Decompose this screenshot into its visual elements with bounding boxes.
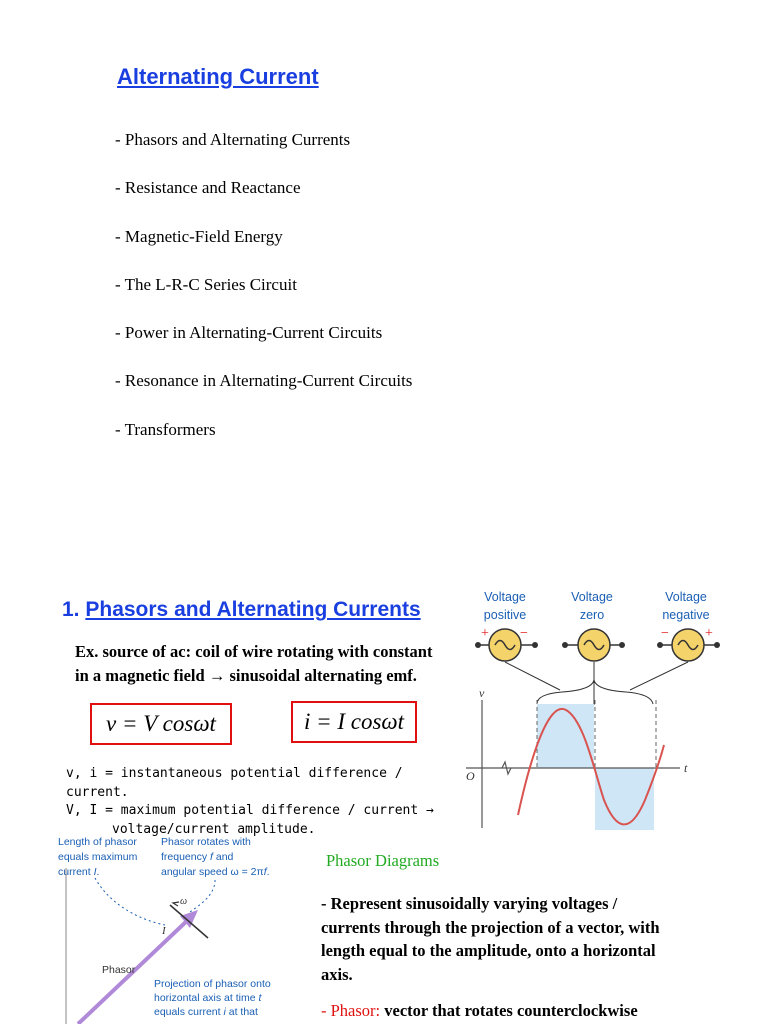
- phasor-definition-text: vector that rotates counterclockwise: [380, 1001, 638, 1020]
- topic-item: - Phasors and Alternating Currents: [115, 130, 351, 149]
- phasor-length-note: Length of phasor equals maximum current I.: [58, 836, 138, 878]
- projection-note: Projection of phasor onto horizontal axis at time t equals current i at that: [154, 978, 271, 1018]
- source-label: zero: [579, 608, 605, 622]
- source-label: positive: [483, 608, 527, 622]
- definition-line: V, I = maximum potential difference / current →: [66, 803, 434, 818]
- topic-item: - Resistance and Reactance: [115, 178, 301, 198]
- plus-sign: +: [705, 626, 713, 641]
- slide-title: Alternating Current: [117, 64, 319, 89]
- source-label: Voltage: [571, 590, 613, 604]
- omega-label: ω: [180, 896, 188, 907]
- positive-region: [537, 704, 594, 768]
- definition-line: voltage/current amplitude.: [112, 821, 316, 837]
- phasor-label: Phasor: [102, 964, 136, 976]
- rotation-arrow-icon: [173, 902, 179, 906]
- ac-source-figure: [466, 590, 720, 830]
- minus-sign: −: [661, 626, 669, 641]
- phasor-rotation-note: Phasor rotates with frequency f and angular speed ω = 2πf.: [161, 836, 270, 878]
- definition-line: v, i = instantaneous potential difference / current.: [66, 766, 403, 800]
- axis-label-v: v: [479, 686, 485, 700]
- section-number: 1.: [62, 598, 80, 621]
- phasor-definition: [321, 1001, 638, 1021]
- minus-sign: −: [520, 626, 528, 641]
- I-label: I: [162, 925, 166, 937]
- phasor-figure: [58, 836, 274, 1024]
- topic-item: - Resonance in Alternating-Current Circuits: [115, 371, 413, 391]
- source-label: negative: [662, 608, 710, 622]
- current-equation: i = I cosωt: [291, 701, 417, 743]
- section-title-link: Phasors and Alternating Currents: [85, 598, 421, 621]
- voltage-equation: v = V cosωt: [90, 703, 232, 745]
- topic-item: - Transformers: [115, 419, 216, 439]
- topic-item: - Power in Alternating-Current Circuits: [115, 323, 383, 343]
- axis-label-t: t: [684, 761, 688, 775]
- phasor-diagrams-title: Phasor Diagrams: [326, 851, 440, 870]
- example-line: in a magnetic field → sinusoidal alternating emf.: [75, 666, 417, 685]
- origin-label: O: [466, 769, 475, 783]
- source-label: Voltage: [665, 590, 707, 604]
- source-label: Voltage: [484, 590, 526, 604]
- example-line: Ex. source of ac: coil of wire rotating with constant: [75, 642, 433, 661]
- topic-item: - Magnetic-Field Energy: [115, 226, 283, 246]
- topic-item: - The L-R-C Series Circuit: [115, 274, 297, 294]
- phasor-definition-label: - Phasor:: [321, 1001, 381, 1020]
- phasor-diagrams-text: - Represent sinusoidally varying voltages / currents through the projection of a vector, with length equal to the amplitude, onto a horizontal axis.: [321, 894, 660, 984]
- plus-sign: +: [481, 626, 489, 641]
